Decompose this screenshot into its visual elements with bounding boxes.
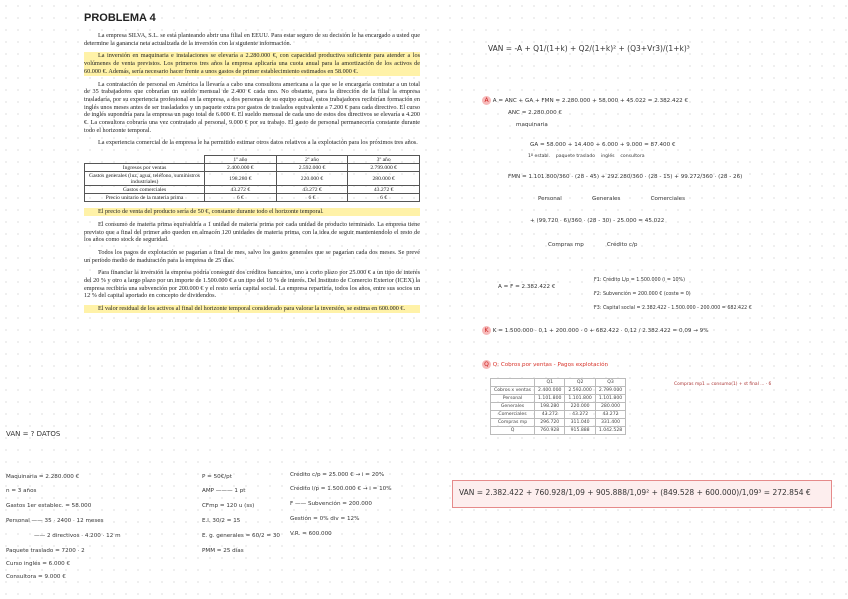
note-line: Personal —— 35 · 2400 · 12 meses — [6, 518, 104, 524]
note-line: Curso inglés = 6.000 € — [6, 561, 71, 567]
fmn-labels: Personal Generales Comerciales — [538, 196, 686, 202]
note-line: Gestión = 0% div = 12% — [290, 516, 360, 522]
a-line: A A = ANC + GA + FMN = 2.280.000 + 58.000 + 45.022 = 2.382.422 € — [482, 96, 688, 105]
q-heading: Q Q: Cobros por ventas - Pagos explotación — [482, 360, 608, 369]
f-item: F3: Capital social = 2.382.422 - 1.500.000 - 200.000 = 682.422 € — [594, 306, 752, 311]
table-header: 2º año — [276, 156, 348, 164]
van-result-box — [452, 480, 832, 508]
f-item: F1: Crédito L/p = 1.500.000 (i = 10%) — [594, 278, 685, 283]
notes-heading: VAN = ? DATOS — [6, 430, 61, 438]
table-row: Personal 1.101.800 1.101.800 1.101.800 — [491, 395, 626, 403]
paragraph-raw-material: El consumo de materia prima equivaldría a 1 unidad de materia prima por cada unidad de producto terminado. La empresa tiene previsto que a final del primer año queden en almacén 120 unidades de materia prima, con la idea de seguir manteniendolo el resto de los años como stock de seguridad. — [84, 220, 420, 244]
problem-title: PROBLEMA 4 — [84, 12, 156, 24]
van-result-text: VAN = 2.382.422 + 760.928/1,09 + 905.888/1,09² + (849.528 + 600.000)/1,09³ = 272.854 € — [459, 488, 811, 497]
paragraph-financing: Para financiar la inversión la empresa podría conseguir dos créditos bancarios, uno a corto plazo por 25.000 € a un tipo de interés del 20 % y otro a largo plazo por un importe de 1.500.000 € a un tipo del 10 % de interés. Del Instituto de Comercio Exterior (ICEX) la empresa recibiría una subvención por 200.000 € y el resto sería capital social. La empresa repartiría, todos los años, entre sus socios un 12 % del capital aportado en concepto de dividendos. — [84, 269, 420, 300]
fmn2-line: + (99.720 · 6)/360 · (28 - 30) - 25.000 = 45.022 — [530, 218, 665, 224]
note-line: E. g. generales = 60/2 = 30 — [202, 533, 280, 539]
note-line: PMM = 25 días — [202, 548, 244, 554]
table-row: Compras mp 296.720 311.040 331.400 — [491, 419, 626, 427]
note-line: Gastos 1er establec. = 58.000 — [6, 503, 92, 509]
van-formula: VAN = -A + Q1/(1+k) + Q2/(1+k)² + (Q3+Vr3)/(1+k)³ — [488, 44, 690, 53]
exploitation-table — [84, 155, 420, 202]
paragraph-intro: La empresa SILVA, S.L. se está planteando abrir una filial en EEUU. Para estar seguro de su decisión le ha encargado a usted que determine la ganancia neta actualizada de la inversión con la siguiente información. — [84, 32, 420, 47]
table-row: Gastos comerciales 43.272 € 43.272 € 43.272 € — [85, 186, 420, 194]
note-line: Paquete traslado = 7200 · 2 — [6, 548, 85, 554]
paragraph-investment: La inversión en maquinaria e instalaciones se elevaría a 2.280.000 €, con capacidad productiva suficiente para atender a los volúmenes de venta previstos. Los primeros tres años la empresa aplicaría una cuota anual para la amortización de los activos de 60.000 €. Además, sería necesario hacer frente a unos gastos de primer establecimiento estimados en 58.000 €. — [84, 52, 420, 75]
handwritten-data-notes — [6, 428, 416, 593]
note-line: V.R. = 600.000 — [290, 531, 332, 537]
a-marker-icon: A — [482, 96, 491, 105]
anc-line: ANC = 2.280.000 € — [508, 110, 562, 116]
note-line: n = 3 años — [6, 488, 37, 494]
q-marker-icon: Q — [482, 360, 491, 369]
paragraph-experience: La experiencia comercial de la empresa le ha permitido estimar otros datos relativos a la explotación para los próximos tres años. — [98, 139, 418, 147]
side-note: Compras mp1 = consumo(1) + st final ... · 6 — [674, 382, 772, 387]
note-line: Maquinaria = 2.280.000 € — [6, 474, 80, 480]
note-line: —— 2 directivos · 4.200 · 12 m — [34, 533, 121, 539]
table-row: Q 760.928 915.888 1.042.528 — [491, 427, 626, 435]
k-line: K K = 1.500.000 · 0,1 + 200.000 · 0 + 682.422 · 0,12 / 2.382.422 = 0,09 → 9% — [482, 326, 709, 335]
ga-line: GA = 58.000 + 14.400 + 6.000 + 9.000 = 87.400 € — [530, 142, 676, 148]
paragraph-payments: Todos los pagos de explotación se pagarían a final de mes, salvo los gastos generales que se pagarían cada dos meses. Se prevé un periodo medio de maduración para la empresa de 25 días. — [84, 248, 420, 264]
note-line: Crédito l/p = 1.500.000 € → i = 10% — [290, 486, 392, 492]
fmn2-labels: Compras mp Crédito c/p — [548, 242, 638, 248]
paragraph-personnel: La contratación de personal en América la llevaría a cabo una consultora americana a la que se le encargaría contratar a un total de 35 trabajadores que cobrarían un sueldo mensual de 2.400 € cada uno. No obstante, para la dirección de la filial la empresa trasladaría, por su experiencia profesional en la empresa, a dos personas de su equipo actual, estos trabajadores recibirían formación en inglés unos meses antes de ser trasladados y un paquete extra por gastos de traslados equivalente a 7.200 € para cada directivo. El curso de inglés supondría para la empresa un pago total de 6.000 €. El sueldo mensual de cada uno de estos dos directivos se elevaría a 4.200 €. La consultora cobraría una vez contratado al personal, 9.000 € por su trabajo. El gasto de personal permanecería constante durante todo el horizonte temporal. — [84, 80, 420, 134]
k-marker-icon: K — [482, 326, 491, 335]
note-line: AMP ——— 1 pt — [202, 488, 246, 494]
fmn-line: FMN = 1.101.800/360 · (28 - 45) + 292.280/360 · (28 - 15) + 99.272/360 · (28 - 26) — [508, 174, 743, 180]
anc-label: maquinaria — [516, 122, 548, 128]
note-line: Crédito c/p = 25.000 € → i = 20% — [290, 472, 385, 478]
table-header: 1º año — [205, 156, 277, 164]
table-row: Ingresos por ventas 2.400.000 € 2.592.000 € 2.799.000 € — [85, 164, 420, 172]
q-table — [490, 378, 626, 435]
table-row: Cobros x ventas 2.400.000 2.592.000 2.799.000 — [491, 387, 626, 395]
f-item: F2: Subvención = 200.000 € (coste = 0) — [594, 292, 691, 297]
note-line: E.l. 30/2 = 15 — [202, 518, 241, 524]
ga-labels: 1º establ. paquete traslado inglés consultora — [528, 154, 645, 159]
table-row: Precio unitario de la materia prima 6 € 6 € 6 € — [85, 194, 420, 202]
note-line: CFmp = 120 u (ss) — [202, 503, 255, 509]
table-header: 3º año — [348, 156, 420, 164]
f-line: A = F = 2.382.422 € — [498, 284, 556, 290]
table-row: Comerciales 43.272 43.272 43.272 — [491, 411, 626, 419]
note-line: F —— Subvención = 200.000 — [290, 501, 372, 507]
table-row: Gastos generales (luz, agua, teléfono, suministros industriales) 198.280 € 220.000 € 280.000 € — [85, 172, 420, 186]
table-row: Generales 198.280 220.000 280.000 — [491, 403, 626, 411]
table-row: Q1 Q2 Q3 — [491, 379, 626, 387]
paragraph-price: El precio de venta del producto sería de 50 €, constante durante todo el horizonte temporal. — [84, 208, 420, 216]
paragraph-residual: El valor residual de los activos al final del horizonte temporal considerado para valorar la inversión, se estima en 600.000 €. — [84, 305, 420, 313]
problem-statement — [84, 12, 420, 318]
note-line: P = 50€/pt — [202, 474, 232, 480]
note-line: Consultora = 9.000 € — [6, 574, 66, 580]
